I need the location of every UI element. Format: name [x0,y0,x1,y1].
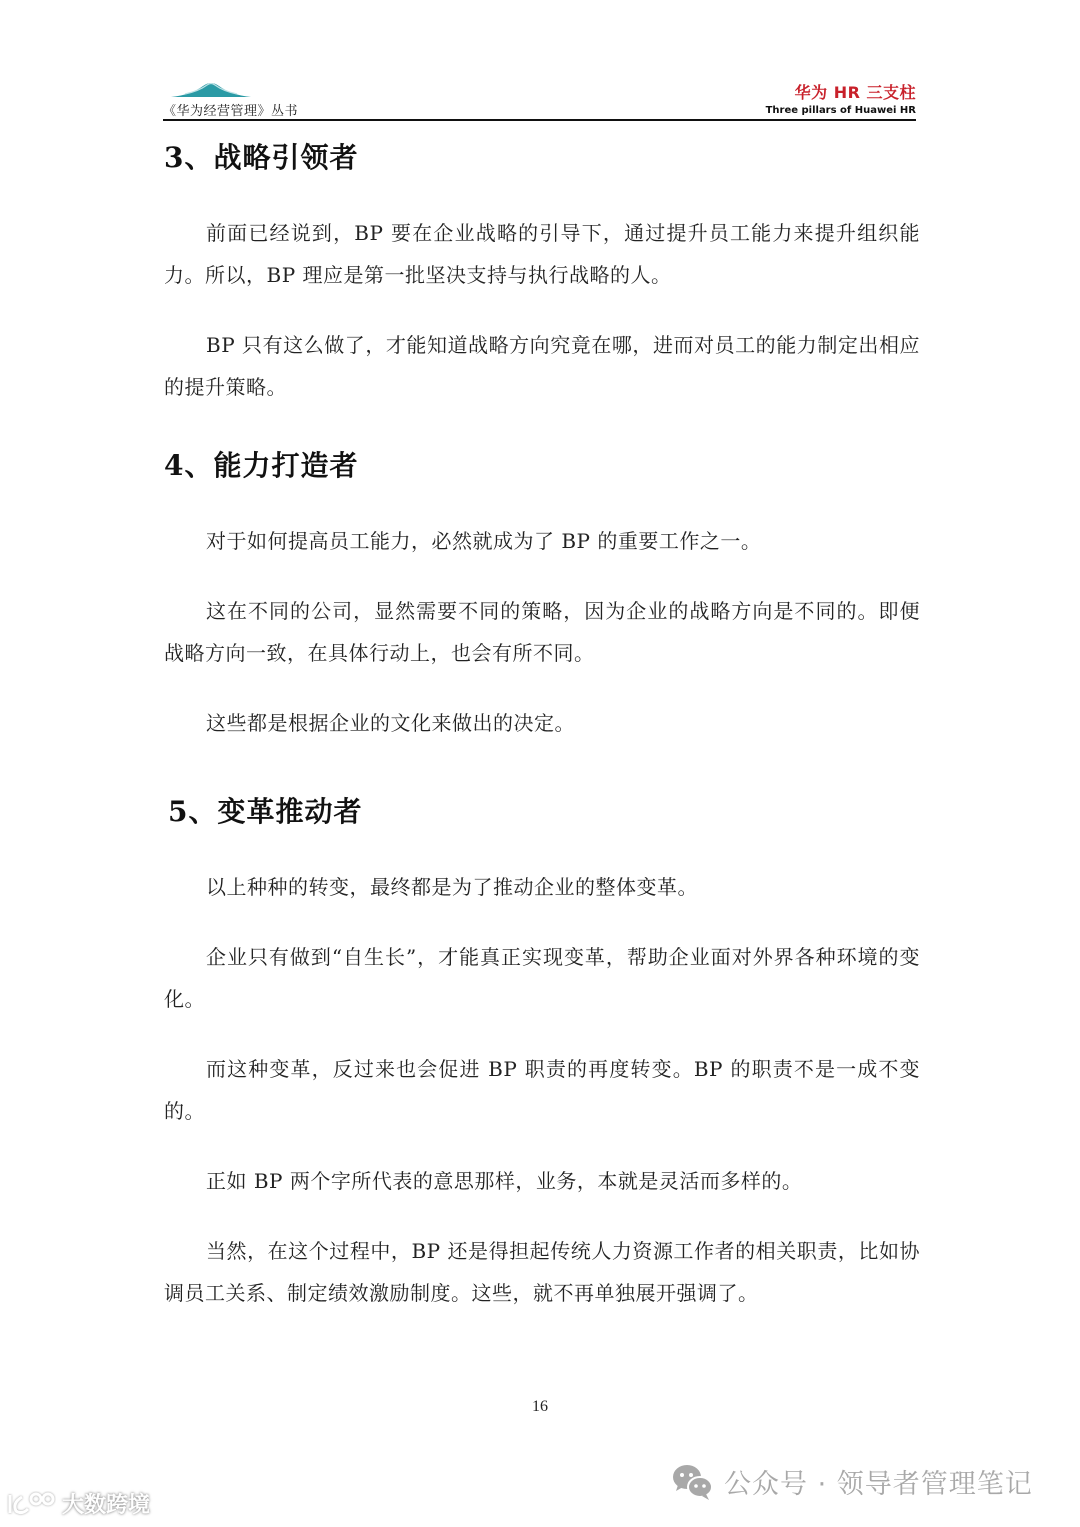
watermark-right [672,1462,1033,1501]
section-title: 3、战略引领者 [164,141,359,174]
section-title: 5、变革推动者 [168,795,363,828]
k-oo-logo-icon [6,1491,56,1517]
document-body [164,138,920,1314]
header-divider [163,119,916,121]
paragraph: 对于如何提高员工能力，必然就成为了 BP 的重要工作之一。 [206,529,762,553]
page-number: 16 [532,1398,548,1415]
paragraph: 前面已经说到，BP 要在企业战略的引导下，通过提升员工能力来提升组织能力。所以，BP 理应是第一批坚决支持与执行战略的人。 [164,221,920,287]
paragraph: 企业只有做到“自生长”，才能真正实现变革，帮助企业面对外界各种环境的变化。 [164,945,920,1011]
section-capability-builder [164,446,920,744]
section-strategy-leader [164,138,920,408]
paragraph: 当然，在这个过程中，BP 还是得担起传统人力资源工作者的相关职责，比如协调员工关系、制定绩效激励制度。这些，就不再单独展开强调了。 [164,1239,920,1305]
paragraph: 这些都是根据企业的文化来做出的决定。 [206,711,575,735]
brand-subtitle: Three pillars of Huawei HR [765,105,916,116]
watermark-left [6,1488,150,1519]
paragraph: 以上种种的转变，最终都是为了推动企业的整体变革。 [206,875,698,899]
series-title: 《华为经营管理》丛书 [163,104,299,119]
paragraph: 正如 BP 两个字所代表的意思那样，业务，本就是灵活而多样的。 [206,1169,803,1193]
brand-title: 华为 HR 三支柱 [794,83,916,102]
page-header [163,72,916,122]
section-change-driver [164,792,920,1314]
mountain-logo-icon [171,78,251,98]
paragraph: BP 只有这么做了，才能知道战略方向究竟在哪，进而对员工的能力制定出相应的提升策略。 [164,333,920,399]
paragraph: 而这种变革，反过来也会促进 BP 职责的再度转变。BP 的职责不是一成不变的。 [164,1057,920,1123]
paragraph: 这在不同的公司，显然需要不同的策略，因为企业的战略方向是不同的。即便战略方向一致，在具体行动上，也会有所不同。 [164,599,920,665]
brand-block [766,84,916,118]
watermark-left-text: 大数跨境 [62,1493,151,1518]
section-title: 4、能力打造者 [164,449,359,482]
wechat-icon [672,1463,714,1501]
watermark-right-text: 公众号 · 领导者管理笔记 [724,1469,1033,1500]
